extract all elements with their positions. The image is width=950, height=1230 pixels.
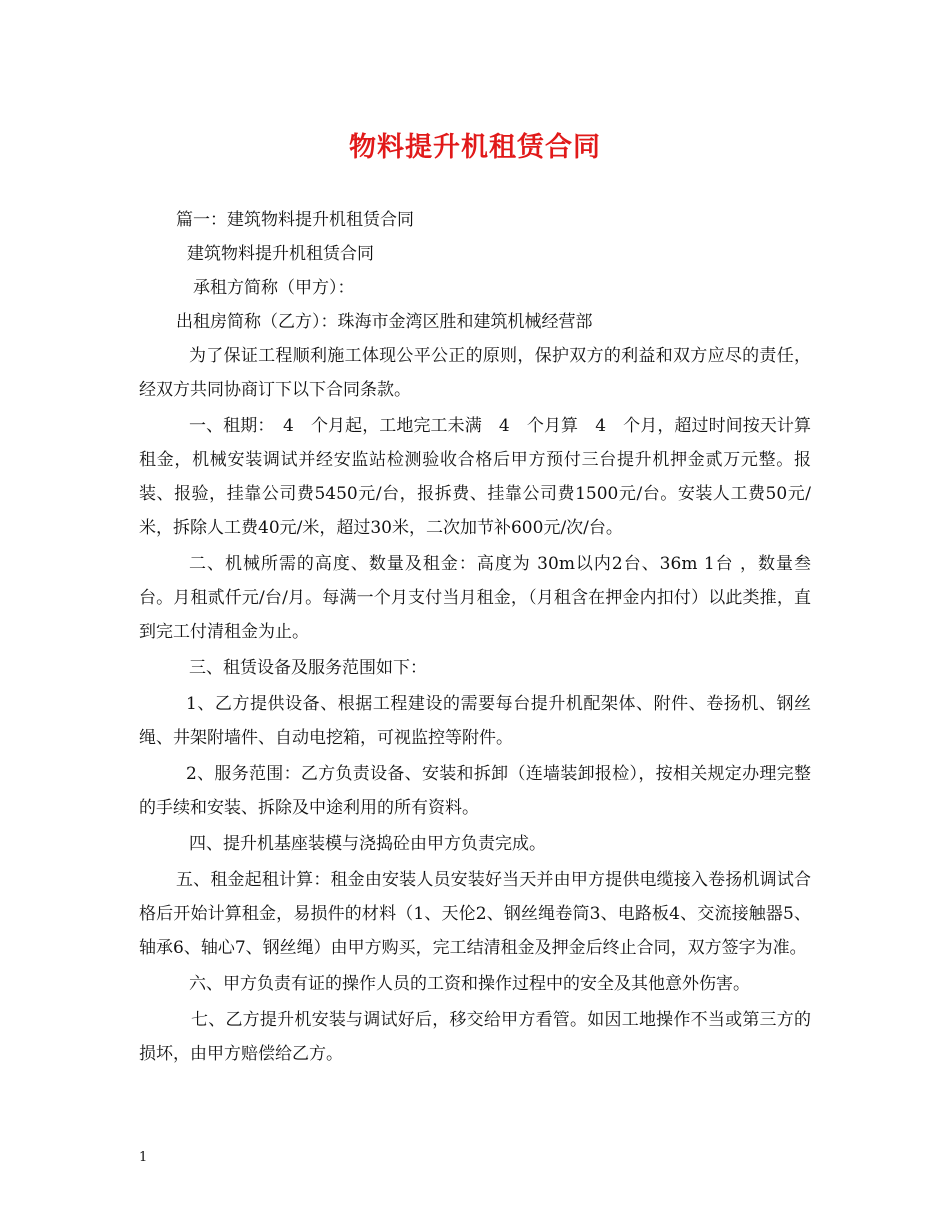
clause-6-operator-safety: 六、甲方负责有证的操作人员的工资和操作过程中的安全及其他意外伤害。 <box>189 974 750 994</box>
document-title: 物料提升机租赁合同 <box>349 132 601 163</box>
clause-3-equipment-service: 三、租赁设备及服务范围如下： <box>189 658 427 678</box>
clause-2-height-quantity-rent: 二、机械所需的高度、数量及租金：高度为 30m以内2台、36m 1台 ，数量叁台。月租贰仟元/台/月。每满一个月支付当月租金，（月租含在押金内扣付）以此类推，直到完工付清租金为止。 <box>139 554 811 642</box>
clause-3-item-1: 1、乙方提供设备、根据工程建设的需要每台提升机配架体、附件、卷扬机、钢丝绳、井架附墙件、自动电挖箱，可视监控等附件。 <box>139 694 811 748</box>
party-b: 出租房简称（乙方）：珠海市金湾区胜和建筑机械经营部 <box>176 312 593 332</box>
document-body <box>139 203 811 1073</box>
clause-5-rent-start: 五、租金起租计算：租金由安装人员安装好当天并由甲方提供电缆接入卷扬机调试合格后开始计算租金，易损件的材料（1、天伦2、钢丝绳卷筒3、电路板4、交流接触器5、轴承6、轴心7、钢丝绳）由甲方购买，完工结清租金及押金后终止合同，双方签字为准。 <box>139 870 811 958</box>
clause-3-item-2: 2、服务范围：乙方负责设备、安装和拆卸（连墙装卸报检），按相关规定办理完整的手续和安装、拆除及中途利用的所有资料。 <box>139 764 811 818</box>
contract-name: 建筑物料提升机租赁合同 <box>187 244 374 264</box>
clause-4-foundation: 四、提升机基座装模与浇捣砼由甲方负责完成。 <box>189 834 546 854</box>
party-a: 承租方简称（甲方）： <box>193 278 355 298</box>
clause-7-handover: 七、乙方提升机安装与调试好后，移交给甲方看管。如因工地操作不当或第三方的损坏，由甲方赔偿给乙方。 <box>139 1010 811 1064</box>
clause-1-rental-term: 一、租期： 4 个月起，工地完工未满 4 个月算 4 个月，超过时间按天计算租金，机械安装调试并经安监站检测验收合格后甲方预付三台提升机押金贰万元整。报装、报验，挂靠公司费5450元/台，报拆费、挂靠公司费1500元/台。安装人工费50元/米，拆除人工费40元/米，超过30米，二次加节补600元/次/台。 <box>139 416 811 538</box>
preamble-paragraph: 为了保证工程顺利施工体现公平公正的原则，保护双方的利益和双方应尽的责任，经双方共同协商订下以下合同条款。 <box>139 346 811 400</box>
page-number: 1 <box>139 1150 148 1165</box>
section-heading: 篇一：建筑物料提升机租赁合同 <box>176 210 414 230</box>
